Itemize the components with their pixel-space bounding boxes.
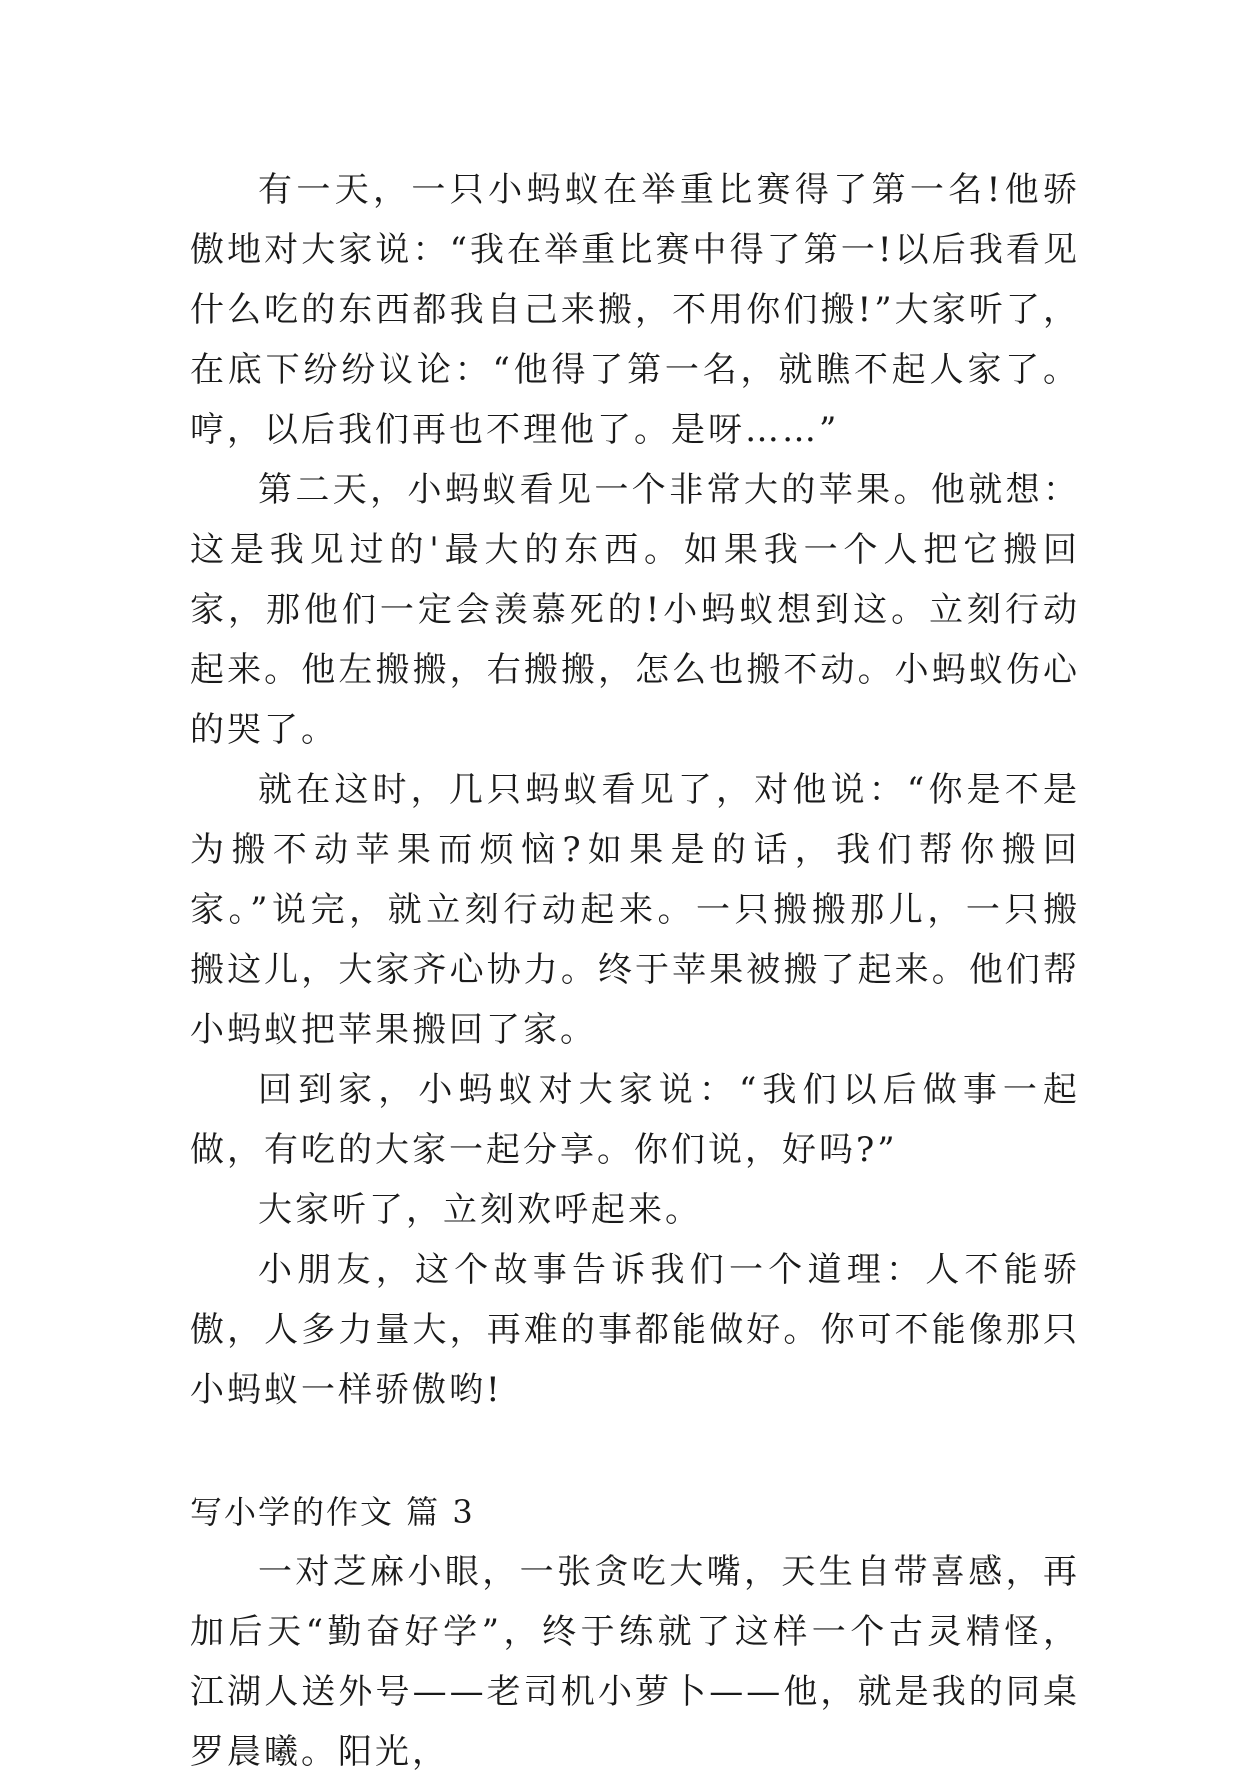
paragraph: 回到家，小蚂蚁对大家说：“我们以后做事一起做，有吃的大家一起分享。你们说，好吗?”: [190, 1070, 1080, 1170]
paragraph: 就在这时，几只蚂蚁看见了，对他说：“你是不是为搬不动苹果而烦恼?如果是的话，我们帮你搬回家。”说完，就立刻行动起来。一只搬搬那儿，一只搬搬这儿，大家齐心协力。终于苹果被搬了起来。他们帮小蚂蚁把苹果搬回了家。: [190, 770, 1080, 1050]
paragraph: 有一天，一只小蚂蚁在举重比赛得了第一名!他骄傲地对大家说：“我在举重比赛中得了第一!以后我看见什么吃的东西都我自己来搬，不用你们搬!”大家听了，在底下纷纷议论：“他得了第一名，就瞧不起人家了。哼，以后我们再也不理他了。是呀……”: [190, 170, 1080, 450]
paragraph: 大家听了，立刻欢呼起来。: [258, 1190, 702, 1230]
paragraph: 小朋友，这个故事告诉我们一个道理：人不能骄傲，人多力量大，再难的事都能做好。你可不能像那只小蚂蚁一样骄傲哟!: [190, 1250, 1080, 1410]
section-title: 写小学的作文 篇 3: [190, 1493, 475, 1531]
paragraph: 第二天，小蚂蚁看见一个非常大的苹果。他就想：这是我见过的'最大的东西。如果我一个人把它搬回家，那他们一定会羡慕死的!小蚂蚁想到这。立刻行动起来。他左搬搬，右搬搬，怎么也搬不动。小蚂蚁伤心的哭了。: [190, 470, 1080, 750]
paragraph: 一对芝麻小眼，一张贪吃大嘴，天生自带喜感，再加后天“勤奋好学”，终于练就了这样一个古灵精怪，江湖人送外号——老司机小萝卜——他，就是我的同桌罗晨曦。阳光，: [190, 1552, 1080, 1772]
document-body: [190, 160, 1080, 1782]
